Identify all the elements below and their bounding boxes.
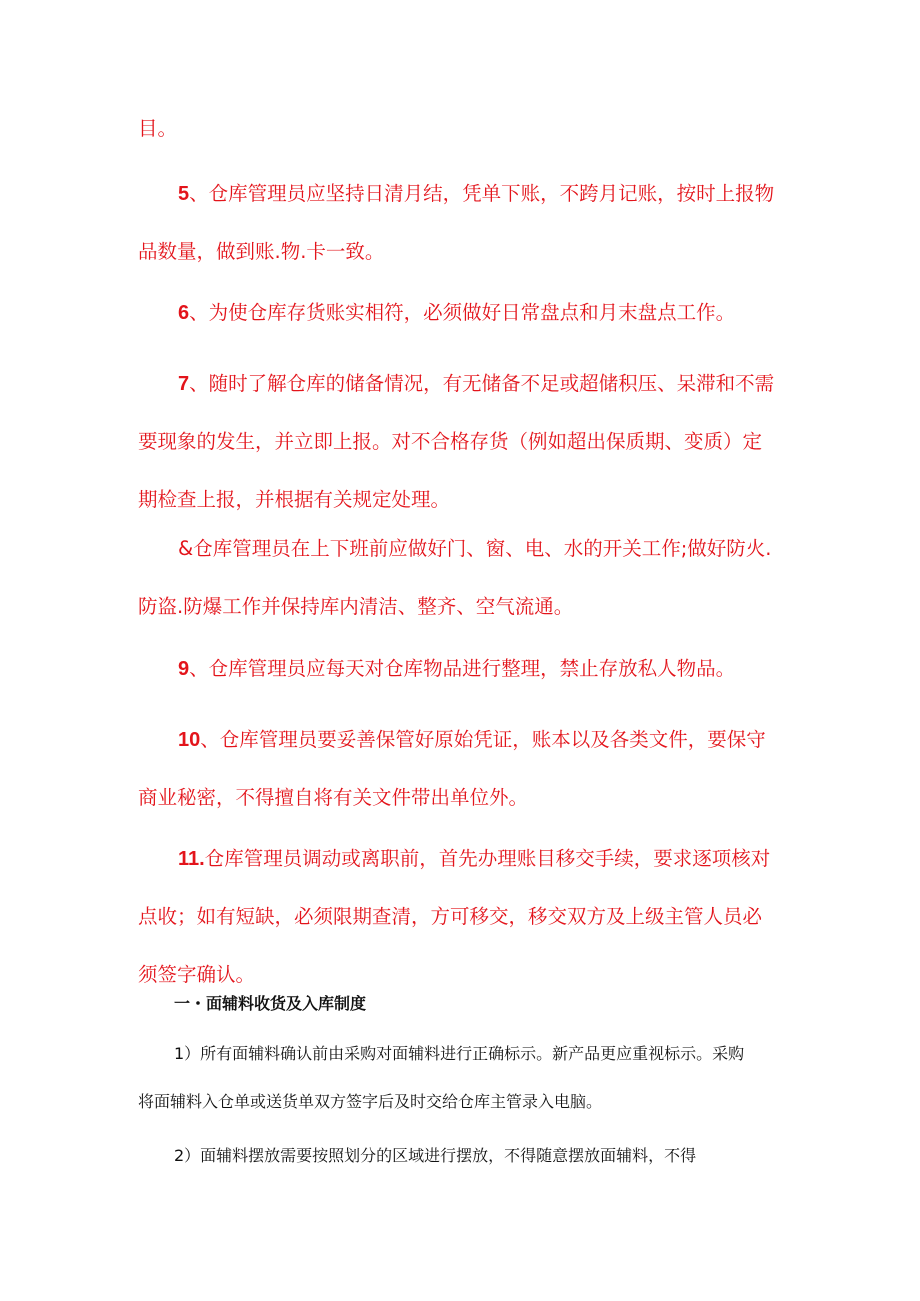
section-heading xyxy=(138,981,790,1027)
text-line xyxy=(138,711,790,769)
text-line: 防盗.防爆工作并保持库内清洁、整齐、空气流通。 xyxy=(138,595,574,618)
item-text: 、仓库管理员应每天对仓库物品进行整理，禁止存放私人物品。 xyxy=(189,657,736,680)
item-number: 7 xyxy=(178,373,190,395)
rule-item-11 xyxy=(138,830,790,1004)
text-line xyxy=(138,640,790,698)
text-line: 目。 xyxy=(138,117,178,140)
item-number: 6 xyxy=(178,302,190,324)
paragraph-continuation xyxy=(138,100,790,158)
rule-item-9 xyxy=(138,640,790,698)
rule-item-7 xyxy=(138,355,790,529)
item-number: 11. xyxy=(178,848,205,870)
item-number: 10 xyxy=(178,729,201,751)
item-number: 9 xyxy=(178,658,190,680)
rule-item-6 xyxy=(138,284,790,342)
item-text: 、为使仓库存货账实相符，必须做好日常盘点和月末盘点工作。 xyxy=(189,301,736,324)
section-item-1 xyxy=(138,1031,790,1125)
item-text: 、仓库管理员要妥善保管好原始凭证，账本以及各类文件，要保守 xyxy=(200,728,766,751)
item-number: 5 xyxy=(178,183,190,205)
text-line: &仓库管理员在上下班前应做好门、窗、电、水的开关工作;做好防火. xyxy=(178,537,772,560)
text-line: 点收；如有短缺，必须限期查清，方可移交，移交双方及上级主管人员必 xyxy=(138,905,763,928)
item-text: 仓库管理员调动或离职前，首先办理账目移交手续，要求逐项核对 xyxy=(204,847,771,870)
text-line: 须签字确认。 xyxy=(138,963,256,986)
section-item-2 xyxy=(138,1133,790,1179)
text-line: 品数量，做到账.物.卡一致。 xyxy=(138,240,385,263)
text-line: 1）所有面辅料确认前由采购对面辅料进行正确标示。新产品更应重视标示。采购 xyxy=(174,1044,745,1063)
text-line xyxy=(138,355,790,413)
rule-item-5 xyxy=(138,165,790,281)
text-line: 将面辅料入仓单或送货单双方签字后及时交给仓库主管录入电脑。 xyxy=(138,1092,603,1111)
rule-item-10 xyxy=(138,711,790,827)
text-line xyxy=(138,165,790,223)
rule-item-8 xyxy=(138,520,790,636)
section-title: 一・面辅料收货及入库制度 xyxy=(174,994,367,1013)
text-line xyxy=(138,284,790,342)
text-line: 期检查上报，并根据有关规定处理。 xyxy=(138,488,451,511)
item-text: 、仓库管理员应坚持日清月结，凭单下账，不跨月记账，按时上报物 xyxy=(189,182,775,205)
text-line: 要现象的发生，并立即上报。对不合格存货（例如超出保质期、变质）定 xyxy=(138,430,763,453)
item-text: 、随时了解仓库的储备情况，有无储备不足或超储积压、呆滞和不需 xyxy=(189,372,775,395)
text-line: 商业秘密，不得擅自将有关文件带出单位外。 xyxy=(138,786,529,809)
text-line: 2）面辅料摆放需要按照划分的区域进行摆放，不得随意摆放面辅料，不得 xyxy=(174,1146,697,1165)
text-line xyxy=(138,830,790,888)
